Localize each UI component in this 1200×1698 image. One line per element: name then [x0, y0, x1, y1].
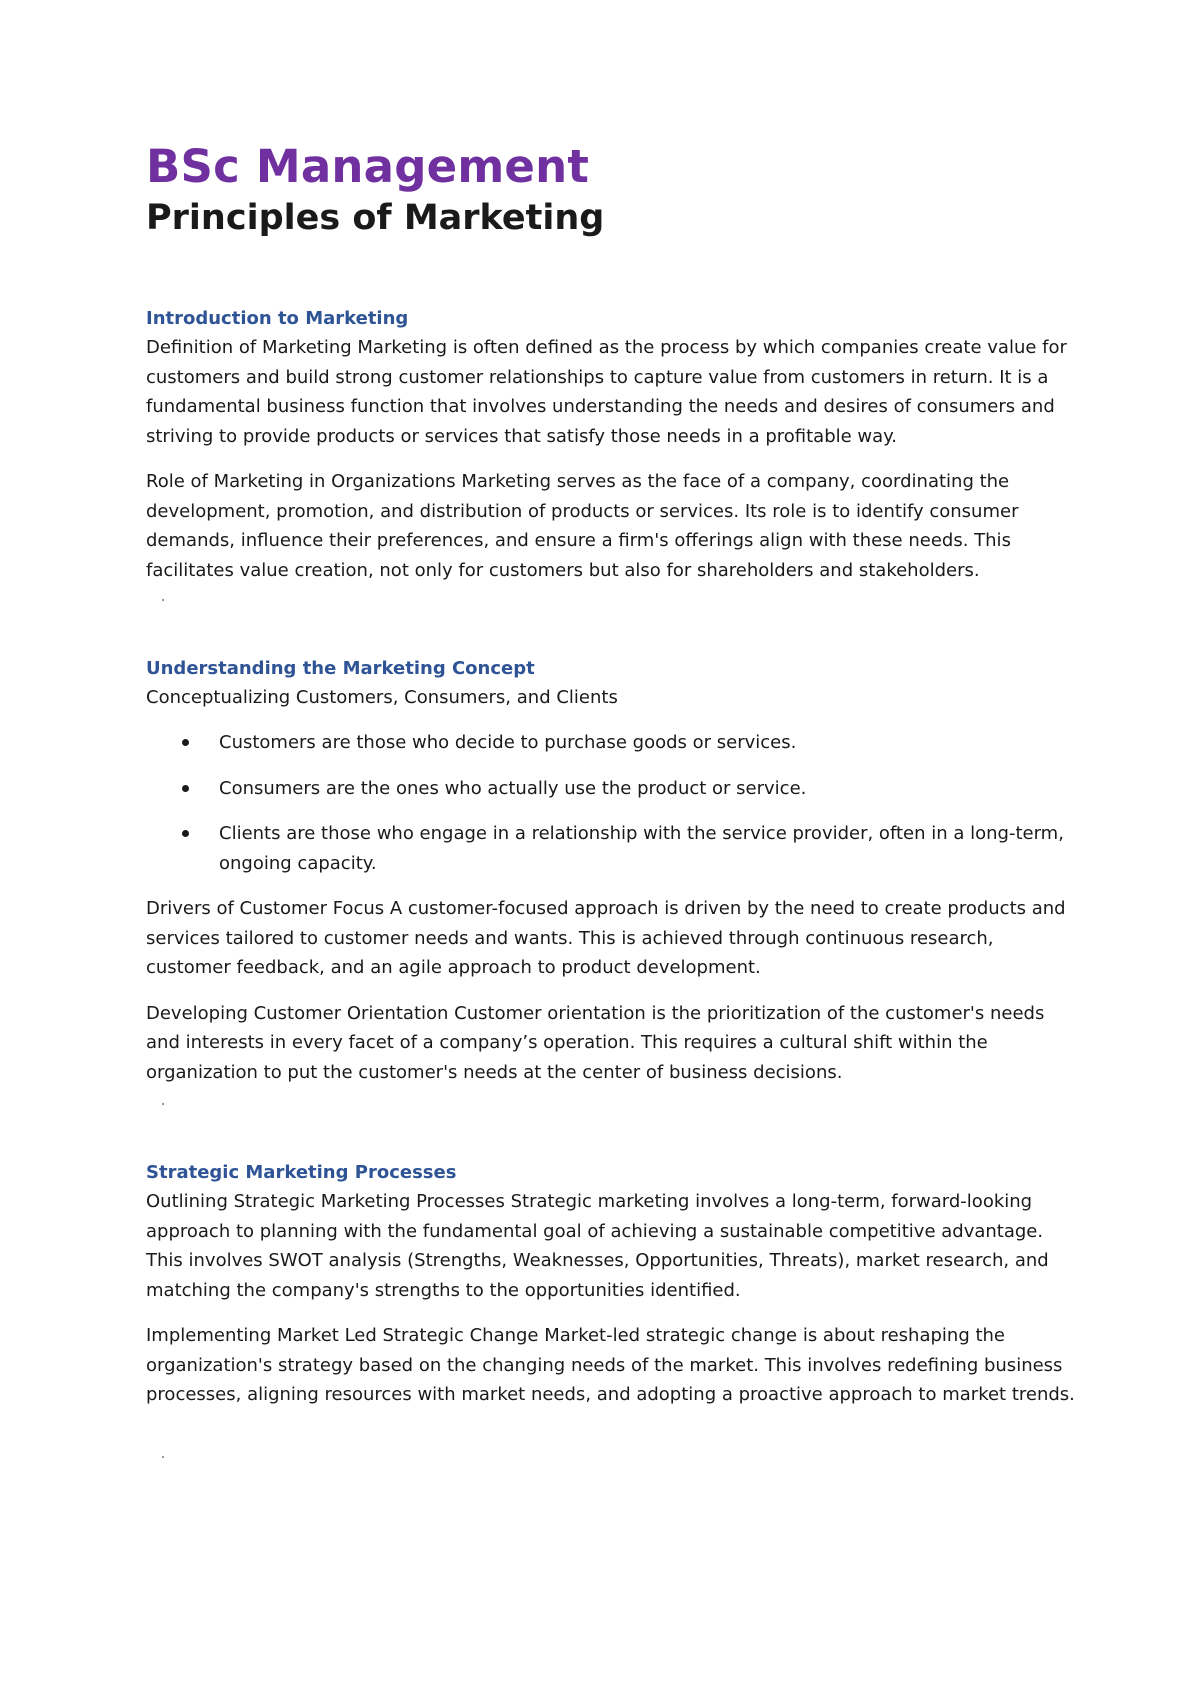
paragraph-mark [162, 1103, 164, 1105]
bullet-icon [182, 830, 189, 837]
paragraph-orientation: Developing Customer Orientation Customer orientation is the prioritization of the customer's needs and interests in every facet of a company’s operation. This requires a cultural shift within the organization to put the customer's needs at the center of business decisions. [146, 1002, 1045, 1083]
list-item-text: Clients are those who engage in a relationship with the service provider, often in a long-term, ongoing capacity. [219, 823, 1064, 874]
subheading-conceptualizing: Conceptualizing Customers, Consumers, and Clients [146, 687, 618, 708]
document-subtitle: Principles of Marketing [146, 198, 605, 238]
document-title: BSc Management [146, 140, 590, 193]
paragraph-mark [162, 1456, 164, 1458]
list-item [146, 774, 1076, 804]
section-heading: Understanding the Marketing Concept [146, 658, 535, 679]
list-item-text: Customers are those who decide to purchase goods or services. [219, 732, 797, 753]
section-strategic-processes [146, 1158, 1076, 1426]
document-title-block [146, 138, 1066, 240]
section-marketing-concept [146, 654, 1076, 1103]
bullet-icon [182, 739, 189, 746]
bullet-list [146, 728, 1076, 878]
section-introduction [146, 304, 1076, 601]
list-item-text: Consumers are the ones who actually use the product or service. [219, 777, 807, 799]
list-item [146, 728, 1076, 758]
paragraph-mark [162, 599, 164, 601]
section-heading: Introduction to Marketing [146, 308, 409, 329]
list-item [146, 819, 1076, 878]
paragraph-definition: Definition of Marketing Marketing is often defined as the process by which companies create value for customers and build strong customer relationships to capture value from customers in return. It is a fundamental business function that involves understanding the needs and desires of consumers and striving to provide products or services that satisfy those needs in a profitable way. [146, 337, 1067, 447]
paragraph-drivers: Drivers of Customer Focus A customer-focused approach is driven by the need to create products and services tailored to customer needs and wants. This is achieved through continuous research, customer feedback, and an agile approach to product development. [146, 898, 1066, 978]
paragraph-role: Role of Marketing in Organizations Marketing serves as the face of a company, coordinating the development, promotion, and distribution of products or services. Its role is to identify consumer demands, influence their preferences, and ensure a firm's offerings align with these needs. This facilitates value creation, not only for customers but also for shareholders and stakeholders. [146, 471, 1019, 581]
paragraph-outlining: Outlining Strategic Marketing Processes Strategic marketing involves a long-term, forward-looking approach to planning with the fundamental goal of achieving a sustainable competitive advantage. This involves SWOT analysis (Strengths, Weaknesses, Opportunities, Threats), market research, and matching the company's strengths to the opportunities identified. [146, 1191, 1049, 1301]
bullet-icon [182, 785, 189, 792]
section-heading: Strategic Marketing Processes [146, 1162, 457, 1183]
paragraph-implementing: Implementing Market Led Strategic Change Market-led strategic change is about reshaping the organization's strategy based on the changing needs of the market. This involves redefining business processes, aligning resources with market needs, and adopting a proactive approach to market trends. [146, 1325, 1075, 1405]
